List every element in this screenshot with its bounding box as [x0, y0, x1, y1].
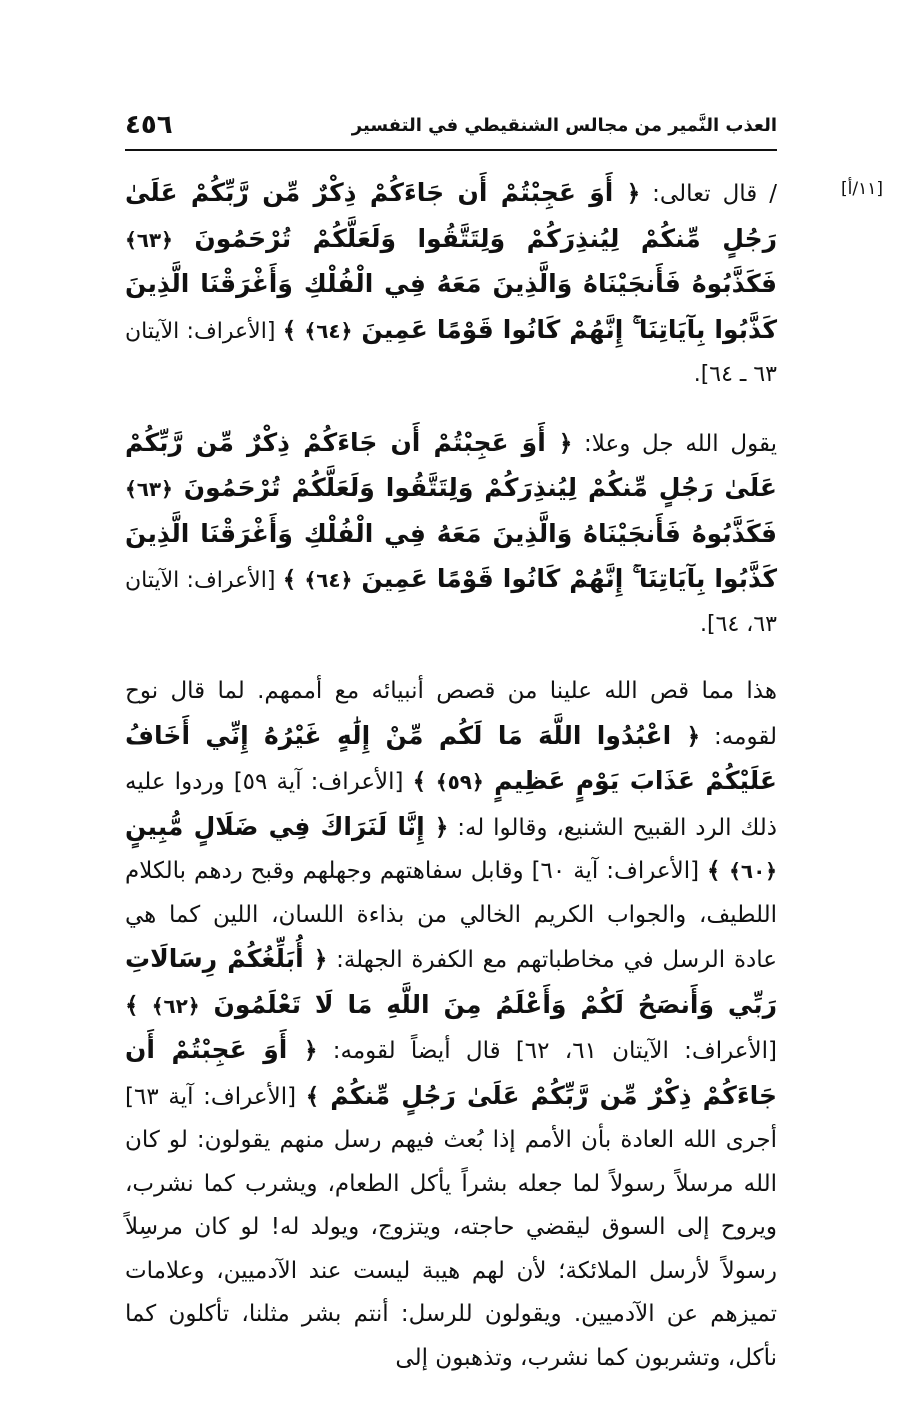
quran-close-bracket: ﴾	[282, 567, 305, 593]
paragraph-verse-citation	[125, 171, 777, 397]
paragraph-commentary	[125, 670, 777, 1380]
commentary-text: [الأعراف: آية ٦٠] وقابل سفاهتهم وجهلهم وقبح ردهم بالكلام اللطيف، والجواب الكريم الخالي من بذاءة اللسان، اللين كما هي عادة الرسل في مخاطباتهم مع الكفرة الجهلة:	[125, 858, 777, 973]
verse-reference: [الأعراف: الآيتان ٦٣، ٦٤].	[125, 568, 777, 637]
ayah-number-marker: ﴿٦٤﴾	[304, 318, 353, 343]
quran-close-bracket: ﴾	[305, 1083, 320, 1110]
ayah-number-marker: ﴿٦٣﴾	[125, 477, 173, 501]
intro-text: يقول الله جل وعلا:	[572, 430, 777, 457]
quran-close-bracket: ﴾	[282, 317, 305, 344]
commentary-text: [الأعراف: الآيتان ٦١، ٦٢] قال أيضاً لقومه:	[317, 1038, 777, 1064]
book-page	[125, 105, 883, 1371]
quran-close-bracket: ﴾	[707, 858, 730, 884]
quran-verse-text: فَكَذَّبُوهُ فَأَنجَيْنَاهُ وَالَّذِينَ مَعَهُ فِي الْفُلْكِ وَأَغْرَقْنَا الَّذِينَ كَذَّبُوا بِآيَاتِنَا ۚ إِنَّهُمْ كَانُوا قَوْمًا عَمِينَ	[125, 518, 778, 593]
header-rule	[125, 149, 777, 151]
quran-open-bracket: ﴿	[313, 947, 328, 973]
quran-open-bracket: ﴿	[558, 430, 573, 457]
quran-verse-text: أَوَ عَجِبْتُمْ أَن جَاءَكُمْ ذِكْرٌ مِّن رَّبِّكُمْ عَلَىٰ رَجُلٍ مِّنكُمْ	[125, 1035, 778, 1110]
quran-close-bracket: ﴾	[125, 992, 152, 1019]
body-text	[125, 171, 777, 1404]
quran-verse-text: أَوَ عَجِبْتُمْ أَن جَاءَكُمْ ذِكْرٌ مِّن رَّبِّكُمْ عَلَىٰ رَجُلٍ مِّنكُمْ لِيُنذِرَكُمْ وَلِتَتَّقُوا وَلَعَلَّكُمْ تُرْحَمُونَ	[125, 178, 777, 253]
ayah-number-marker: ﴿٥٩﴾	[435, 770, 484, 794]
commentary-text: [الأعراف: آية ٥٩] وردوا عليه ذلك الرد القبيح الشنيع، وقالوا له:	[125, 769, 777, 841]
quran-open-bracket: ﴿	[686, 723, 701, 750]
commentary-text: [الأعراف: آية ٦٣] أجرى الله العادة بأن الأمم إذا بُعث فيهم رسل منهم يقولون: لو كان الله مرسلاً رسولاً لما جعله بشراً يأكل الطعام، ويشرب كما نشرب، ويروح إلى السوق ليقضي حاجته، ويتزوج، ويولد له! لو كان مرسِلاً رسولاً لأرسل الملائكة؛ لأن لهم هيبة ليست عند الآدميين، وعلامات تميزهم عن الآدميين. ويقولون للرسل: أنتم بشر مثلنا، تأكلون كما نأكل، وتشربون كما نشرب، وتذهبون إلى	[125, 1083, 777, 1371]
ayah-number-marker: ﴿٦٣﴾	[125, 227, 173, 252]
ayah-number-marker: ﴿٦٢﴾	[151, 993, 200, 1018]
quran-open-bracket: ﴿	[304, 1038, 318, 1064]
ayah-number-marker: ﴿٦٠﴾	[729, 859, 778, 883]
quran-close-bracket: ﴾	[412, 769, 436, 795]
intro-text: / قال تعالى:	[640, 181, 777, 207]
quran-verse-text: أُبَلِّغُكُمْ رِسَالَاتِ رَبِّي وَأَنصَحُ لَكُمْ وَأَعْلَمُ مِنَ اللَّهِ مَا لَا تَعْلَمُونَ	[125, 944, 777, 1019]
quran-open-bracket: ﴿	[434, 814, 449, 841]
book-title: العذب النَّمير من مجالس الشنقيطي في التفسير	[351, 114, 777, 136]
page-number: ٤٥٦	[125, 110, 173, 140]
quran-verse-text: اعْبُدُوا اللَّهَ مَا لَكُم مِّنْ إِلَٰهٍ غَيْرُهُ إِنِّي أَخَافُ عَلَيْكُمْ عَذَابَ يَوْمٍ عَظِيمٍ	[125, 720, 778, 795]
ayah-number-marker: ﴿٦٤﴾	[304, 568, 353, 592]
quran-verse-text: أَوَ عَجِبْتُمْ أَن جَاءَكُمْ ذِكْرٌ مِّن رَّبِّكُمْ عَلَىٰ رَجُلٍ مِّنكُمْ لِيُنذِرَكُمْ وَلِتَتَّقُوا وَلَعَلَّكُمْ تُرْحَمُونَ	[125, 427, 777, 502]
manuscript-margin-reference: [١١/أ]	[841, 179, 883, 199]
verse-reference: [الأعراف: الآيتان ٦٣ ـ ٦٤].	[125, 318, 777, 387]
commentary-text: هذا مما قص الله علينا من قصص أنبيائه مع أممهم. لما قال نوح لقومه:	[125, 678, 777, 750]
running-header	[125, 105, 777, 145]
paragraph-verse-repeat	[125, 421, 777, 647]
quran-open-bracket: ﴿	[626, 181, 641, 207]
quran-verse-text: فَكَذَّبُوهُ فَأَنجَيْنَاهُ وَالَّذِينَ مَعَهُ فِي الْفُلْكِ وَأَغْرَقْنَا الَّذِينَ كَذَّبُوا بِآيَاتِنَا ۚ إِنَّهُمْ كَانُوا قَوْمًا عَمِينَ	[125, 269, 778, 344]
quran-verse-text: إِنَّا لَنَرَاكَ فِي ضَلَالٍ مُّبِينٍ	[125, 811, 435, 841]
